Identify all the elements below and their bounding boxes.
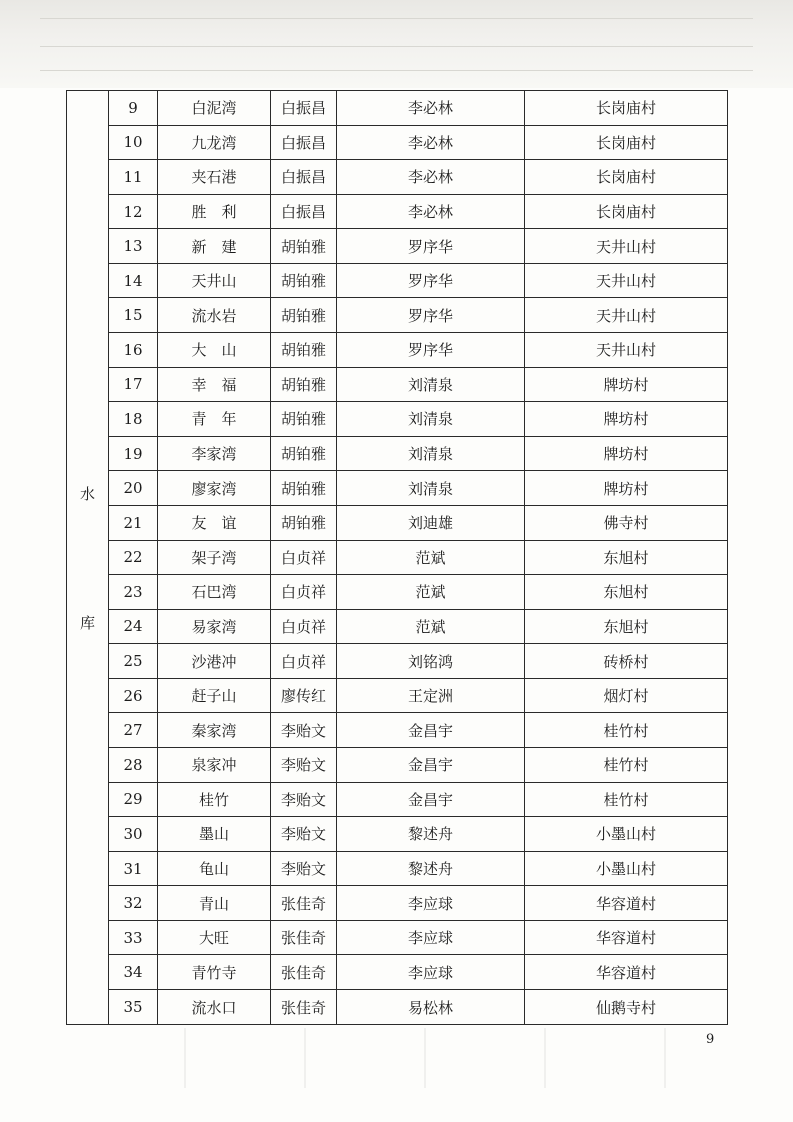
responsible-person-2: 李必林 (337, 91, 525, 126)
row-number: 33 (109, 920, 158, 955)
responsible-person-2: 黎述舟 (337, 817, 525, 852)
village-name: 天井山村 (525, 229, 728, 264)
table-row (67, 920, 728, 955)
responsible-person-1: 白振昌 (271, 91, 337, 126)
reservoir-name: 墨山 (158, 817, 271, 852)
table-row (67, 782, 728, 817)
reservoir-name: 天井山 (158, 263, 271, 298)
table-row (67, 990, 728, 1025)
village-name: 小墨山村 (525, 851, 728, 886)
reservoir-name: 桂竹 (158, 782, 271, 817)
responsible-person-1: 白贞祥 (271, 575, 337, 610)
row-number: 29 (109, 782, 158, 817)
village-name: 桂竹村 (525, 782, 728, 817)
table-row (67, 471, 728, 506)
responsible-person-1: 胡铂雅 (271, 263, 337, 298)
responsible-person-2: 李应球 (337, 886, 525, 921)
table-row (67, 644, 728, 679)
row-number: 21 (109, 505, 158, 540)
table-row (67, 817, 728, 852)
village-name: 天井山村 (525, 298, 728, 333)
responsible-person-1: 胡铂雅 (271, 298, 337, 333)
responsible-person-2: 金昌宇 (337, 713, 525, 748)
responsible-person-1: 白贞祥 (271, 609, 337, 644)
village-name: 华容道村 (525, 886, 728, 921)
table-row (67, 678, 728, 713)
village-name: 牌坊村 (525, 436, 728, 471)
row-number: 28 (109, 747, 158, 782)
row-number: 35 (109, 990, 158, 1025)
responsible-person-1: 白振昌 (271, 125, 337, 160)
row-number: 34 (109, 955, 158, 990)
table-row (67, 886, 728, 921)
responsible-person-1: 张佳奇 (271, 955, 337, 990)
village-name: 砖桥村 (525, 644, 728, 679)
village-name: 仙鹅寺村 (525, 990, 728, 1025)
responsible-person-2: 黎述舟 (337, 851, 525, 886)
reservoir-roster-table (66, 90, 728, 1025)
reservoir-name: 李家湾 (158, 436, 271, 471)
village-name: 小墨山村 (525, 817, 728, 852)
reservoir-name: 易家湾 (158, 609, 271, 644)
responsible-person-1: 张佳奇 (271, 886, 337, 921)
responsible-person-1: 李贻文 (271, 851, 337, 886)
village-name: 牌坊村 (525, 471, 728, 506)
row-number: 30 (109, 817, 158, 852)
category-char-1: 水 (79, 485, 95, 503)
row-number: 18 (109, 402, 158, 437)
row-number: 24 (109, 609, 158, 644)
row-number: 14 (109, 263, 158, 298)
reservoir-name: 青山 (158, 886, 271, 921)
reservoir-name: 青 年 (158, 402, 271, 437)
reservoir-name: 大旺 (158, 920, 271, 955)
village-name: 牌坊村 (525, 402, 728, 437)
village-name: 天井山村 (525, 263, 728, 298)
village-name: 长岗庙村 (525, 160, 728, 195)
responsible-person-1: 李贻文 (271, 817, 337, 852)
row-number: 23 (109, 575, 158, 610)
responsible-person-1: 胡铂雅 (271, 402, 337, 437)
responsible-person-1: 胡铂雅 (271, 505, 337, 540)
table-row (67, 402, 728, 437)
village-name: 长岗庙村 (525, 194, 728, 229)
village-name: 桂竹村 (525, 713, 728, 748)
reservoir-name: 新 建 (158, 229, 271, 264)
reservoir-name: 流水口 (158, 990, 271, 1025)
table-row (67, 333, 728, 368)
responsible-person-1: 李贻文 (271, 782, 337, 817)
responsible-person-2: 李应球 (337, 955, 525, 990)
table-row (67, 125, 728, 160)
row-number: 32 (109, 886, 158, 921)
responsible-person-1: 白振昌 (271, 160, 337, 195)
village-name: 东旭村 (525, 540, 728, 575)
village-name: 华容道村 (525, 920, 728, 955)
village-name: 桂竹村 (525, 747, 728, 782)
table-row (67, 851, 728, 886)
table-row (67, 229, 728, 264)
table-row (67, 160, 728, 195)
table-row (67, 540, 728, 575)
responsible-person-2: 罗序华 (337, 333, 525, 368)
responsible-person-1: 李贻文 (271, 747, 337, 782)
row-number: 31 (109, 851, 158, 886)
responsible-person-2: 刘铭鸿 (337, 644, 525, 679)
row-number: 17 (109, 367, 158, 402)
row-number: 12 (109, 194, 158, 229)
responsible-person-2: 刘清泉 (337, 367, 525, 402)
responsible-person-2: 王定洲 (337, 678, 525, 713)
reservoir-name: 石巴湾 (158, 575, 271, 610)
table-row (67, 955, 728, 990)
village-name: 佛寺村 (525, 505, 728, 540)
responsible-person-1: 胡铂雅 (271, 229, 337, 264)
village-name: 东旭村 (525, 609, 728, 644)
responsible-person-2: 罗序华 (337, 229, 525, 264)
responsible-person-2: 罗序华 (337, 263, 525, 298)
responsible-person-2: 易松林 (337, 990, 525, 1025)
reservoir-name: 廖家湾 (158, 471, 271, 506)
table-row (67, 505, 728, 540)
responsible-person-1: 胡铂雅 (271, 471, 337, 506)
responsible-person-1: 白贞祥 (271, 644, 337, 679)
village-name: 东旭村 (525, 575, 728, 610)
row-number: 9 (109, 91, 158, 126)
reservoir-name: 泉家冲 (158, 747, 271, 782)
reservoir-name: 胜 利 (158, 194, 271, 229)
row-number: 13 (109, 229, 158, 264)
responsible-person-2: 金昌宇 (337, 782, 525, 817)
row-number: 22 (109, 540, 158, 575)
responsible-person-2: 李必林 (337, 194, 525, 229)
row-number: 25 (109, 644, 158, 679)
village-name: 长岗庙村 (525, 125, 728, 160)
row-number: 10 (109, 125, 158, 160)
village-name: 华容道村 (525, 955, 728, 990)
responsible-person-2: 刘清泉 (337, 471, 525, 506)
responsible-person-2: 李必林 (337, 160, 525, 195)
responsible-person-2: 范斌 (337, 575, 525, 610)
table-row (67, 713, 728, 748)
reservoir-name: 友 谊 (158, 505, 271, 540)
responsible-person-1: 胡铂雅 (271, 333, 337, 368)
responsible-person-1: 张佳奇 (271, 990, 337, 1025)
roster-body (67, 91, 728, 1025)
category-cell (67, 91, 109, 1025)
row-number: 27 (109, 713, 158, 748)
responsible-person-2: 金昌宇 (337, 747, 525, 782)
table-row (67, 91, 728, 126)
reservoir-name: 架子湾 (158, 540, 271, 575)
bleed-through-shadow (66, 1028, 666, 1088)
table-row (67, 298, 728, 333)
responsible-person-1: 李贻文 (271, 713, 337, 748)
reservoir-name: 幸 福 (158, 367, 271, 402)
responsible-person-1: 胡铂雅 (271, 436, 337, 471)
reservoir-name: 大 山 (158, 333, 271, 368)
table-row (67, 575, 728, 610)
row-number: 19 (109, 436, 158, 471)
scan-shadow-top (0, 0, 793, 88)
village-name: 天井山村 (525, 333, 728, 368)
table-row (67, 747, 728, 782)
responsible-person-2: 刘清泉 (337, 436, 525, 471)
responsible-person-2: 范斌 (337, 540, 525, 575)
table-row (67, 436, 728, 471)
responsible-person-1: 白振昌 (271, 194, 337, 229)
village-name: 牌坊村 (525, 367, 728, 402)
reservoir-name: 白泥湾 (158, 91, 271, 126)
row-number: 16 (109, 333, 158, 368)
village-name: 烟灯村 (525, 678, 728, 713)
responsible-person-2: 范斌 (337, 609, 525, 644)
responsible-person-1: 廖传红 (271, 678, 337, 713)
table-row (67, 194, 728, 229)
row-number: 26 (109, 678, 158, 713)
table-row (67, 609, 728, 644)
reservoir-name: 青竹寺 (158, 955, 271, 990)
reservoir-name: 九龙湾 (158, 125, 271, 160)
responsible-person-2: 刘迪雄 (337, 505, 525, 540)
responsible-person-2: 李应球 (337, 920, 525, 955)
row-number: 15 (109, 298, 158, 333)
table-row (67, 263, 728, 298)
responsible-person-1: 白贞祥 (271, 540, 337, 575)
responsible-person-1: 胡铂雅 (271, 367, 337, 402)
responsible-person-2: 李必林 (337, 125, 525, 160)
responsible-person-1: 张佳奇 (271, 920, 337, 955)
row-number: 20 (109, 471, 158, 506)
row-number: 11 (109, 160, 158, 195)
reservoir-name: 流水岩 (158, 298, 271, 333)
reservoir-name: 夹石港 (158, 160, 271, 195)
category-char-2: 库 (79, 614, 95, 632)
table-row (67, 367, 728, 402)
page-number: 9 (706, 1032, 715, 1047)
reservoir-name: 沙港冲 (158, 644, 271, 679)
responsible-person-2: 刘清泉 (337, 402, 525, 437)
responsible-person-2: 罗序华 (337, 298, 525, 333)
reservoir-name: 赶子山 (158, 678, 271, 713)
village-name: 长岗庙村 (525, 91, 728, 126)
reservoir-name: 秦家湾 (158, 713, 271, 748)
reservoir-name: 龟山 (158, 851, 271, 886)
